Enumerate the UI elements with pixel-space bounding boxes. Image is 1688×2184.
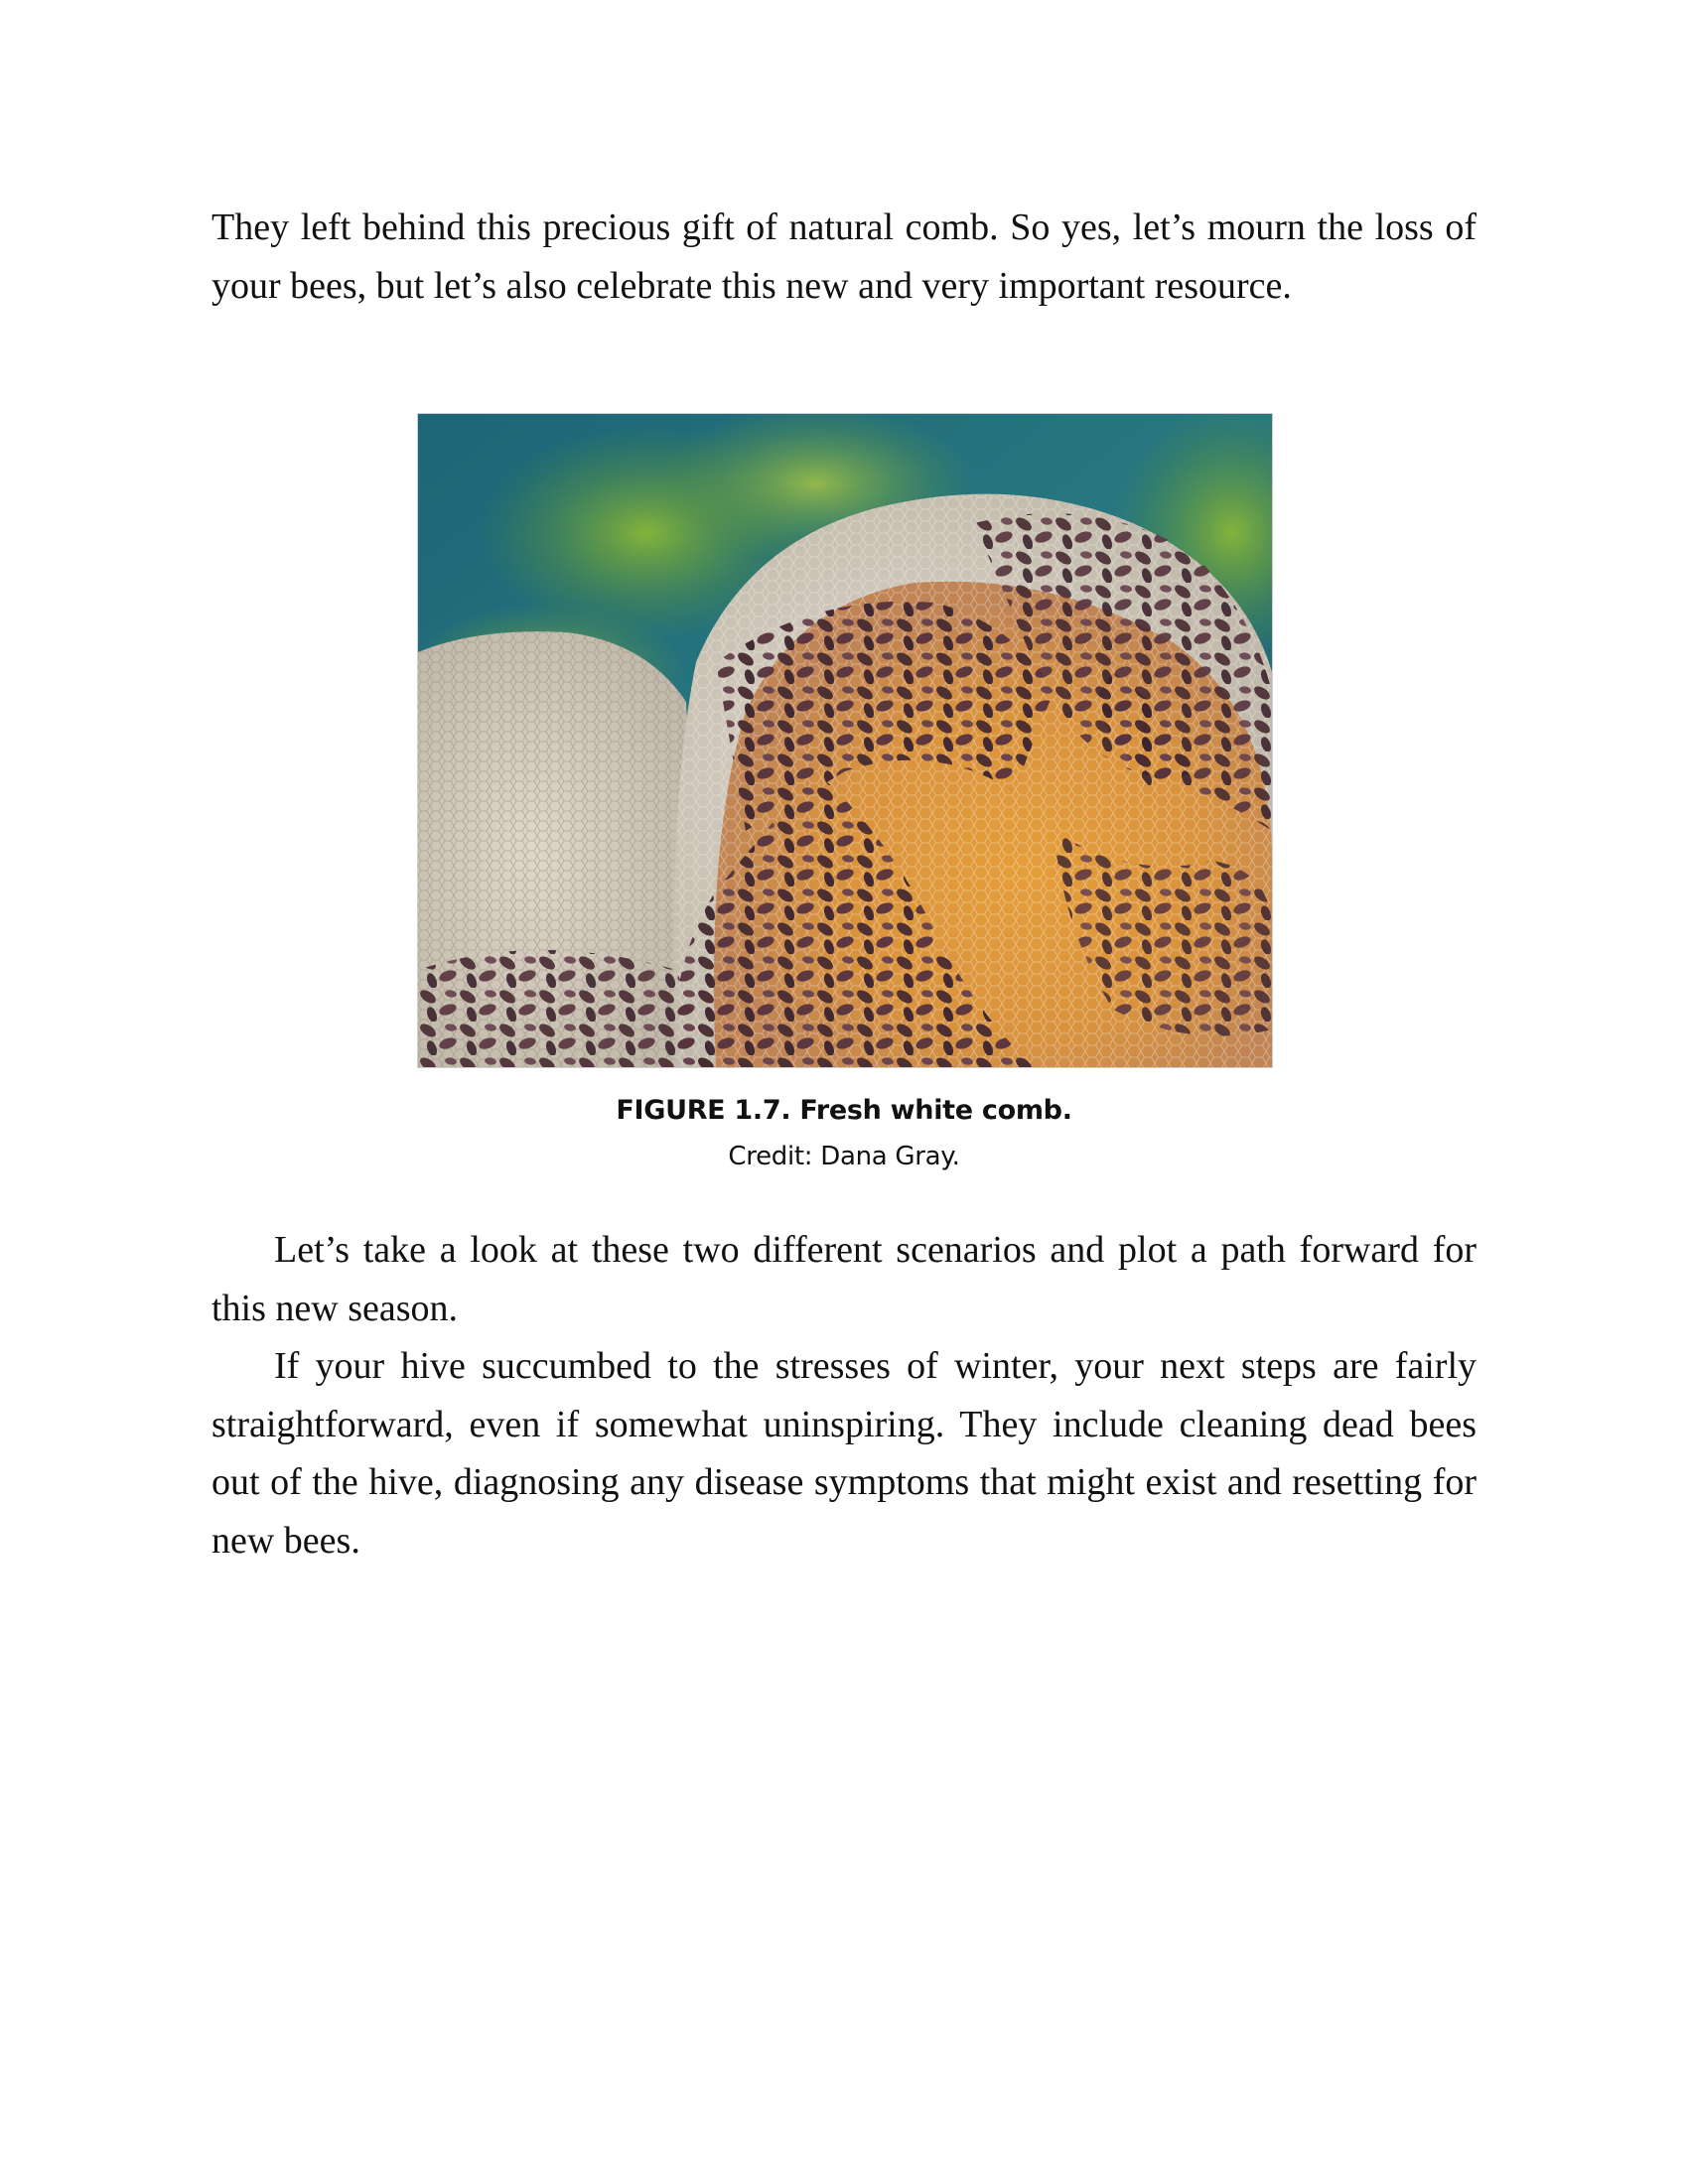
paragraph: If your hive succumbed to the stresses of winter, your next steps are fairly straightforward, even if somewhat uninspiring. They include cleaning dead bees out of the hive, diagnosing any disease symptoms that might exist and resetting for new bees. — [211, 1345, 1477, 1562]
paragraph: They left behind this precious gift of natural comb. So yes, let’s mourn the loss of your bees, but let’s also celebrate this new and very important resource. — [211, 206, 1477, 307]
body-text-block — [211, 1221, 1477, 1570]
figure-caption-credit: Credit: Dana Gray. — [728, 1142, 960, 1171]
intro-text-block — [211, 199, 1477, 315]
figure-photo-fresh-white-comb — [417, 413, 1273, 1068]
paragraph: Let’s take a look at these two different scenarios and plot a path forward for this new season. — [211, 1229, 1477, 1329]
figure-caption-title: FIGURE 1.7. Fresh white comb. — [616, 1095, 1072, 1126]
